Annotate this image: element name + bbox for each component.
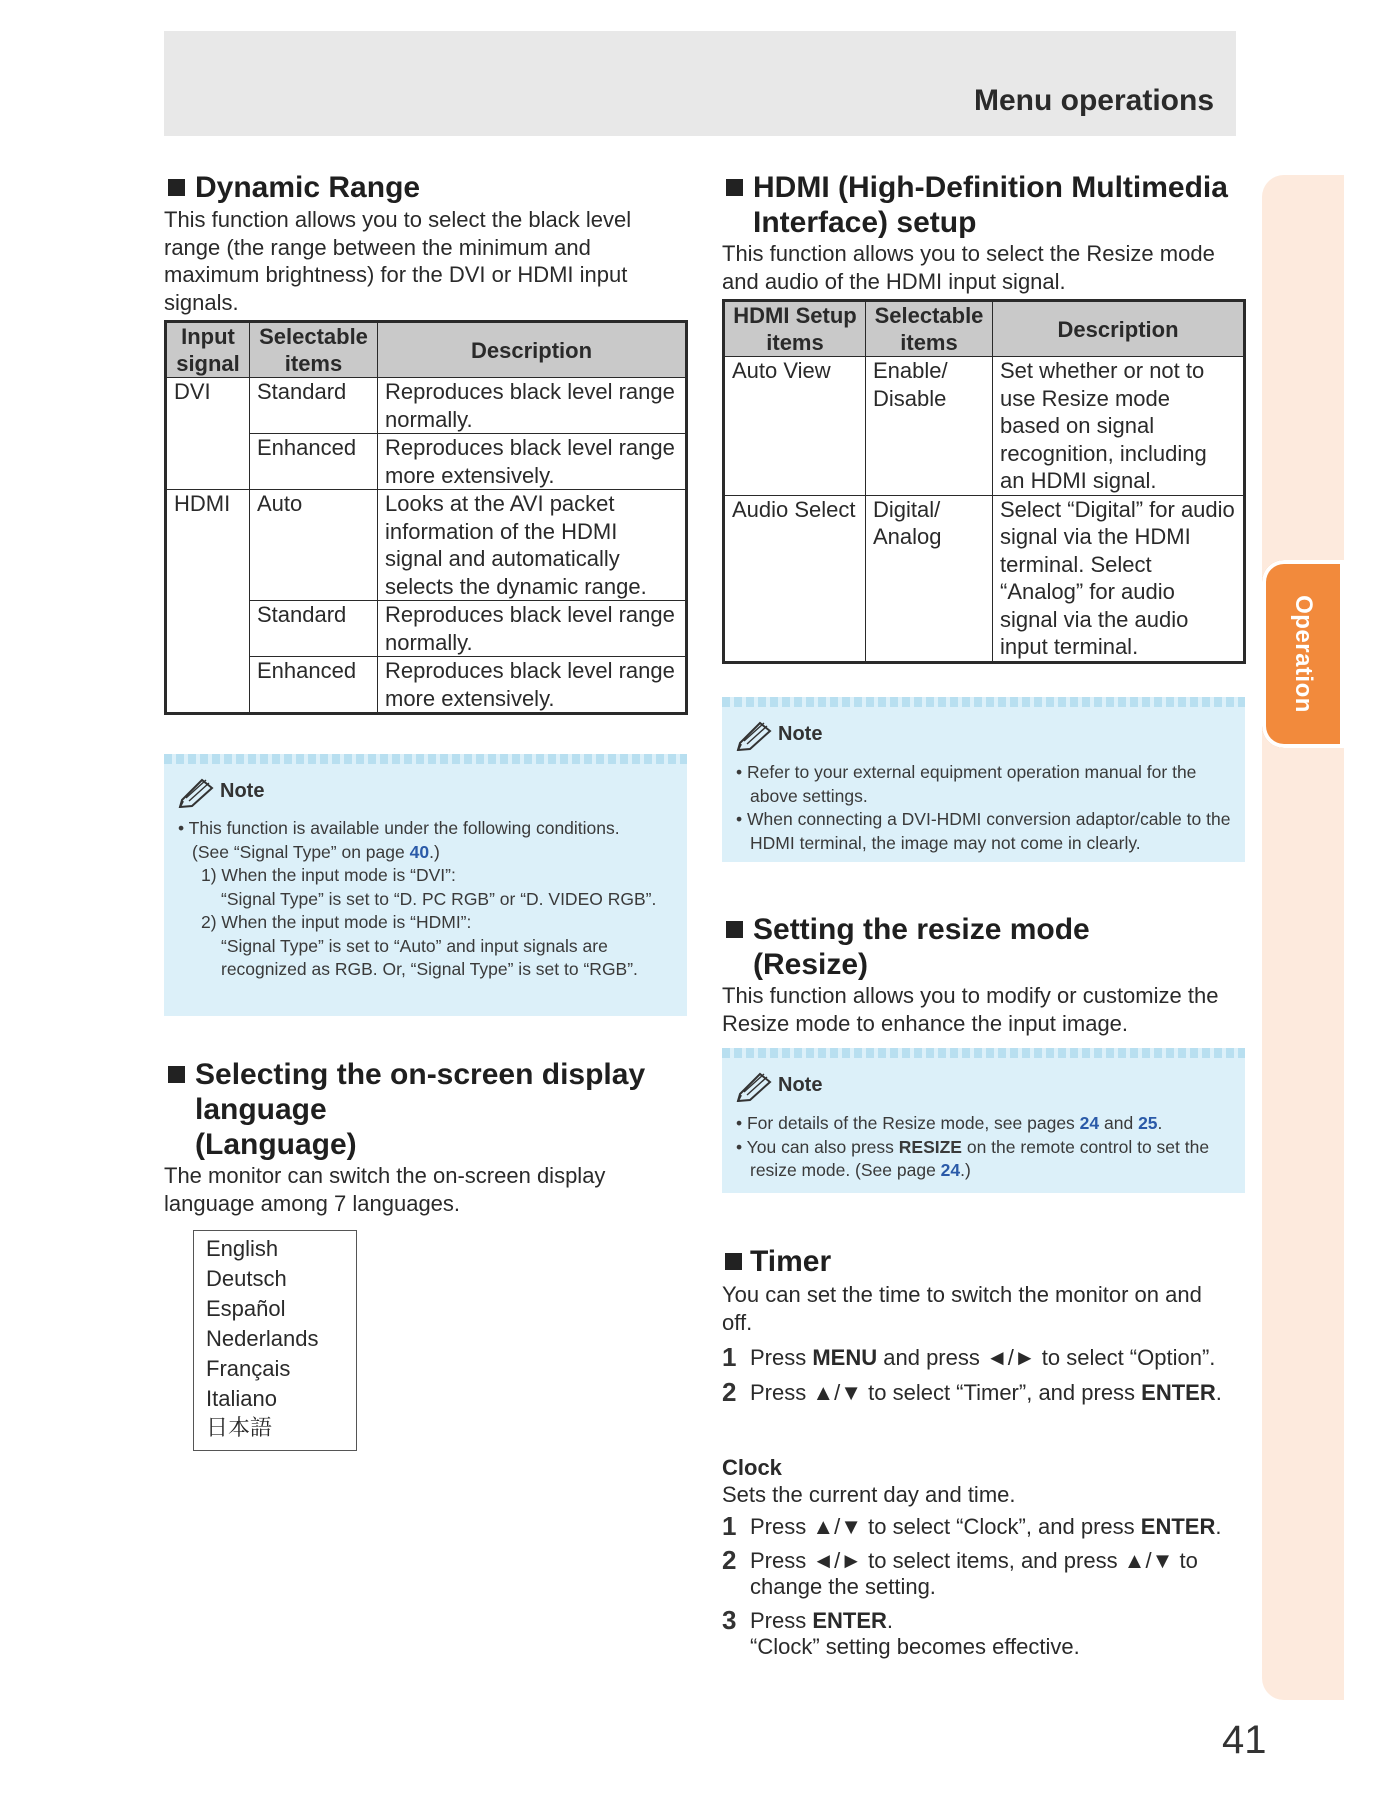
- column-header: Description: [378, 322, 687, 378]
- timer-heading: Timer: [722, 1244, 1247, 1279]
- description-cell: Select “Digital” for audio signal via the HDMI terminal. Select “Analog” for audio signal via the audio input terminal.: [993, 495, 1245, 662]
- input-signal-cell: [166, 434, 250, 490]
- bullet-square-icon: [726, 179, 743, 196]
- note-heading: Note: [736, 1068, 822, 1102]
- table-row: [166, 657, 687, 714]
- note-line: • When connecting a DVI-HDMI conversion adaptor/cable to the HDMI terminal, the image may not come in clearly.: [736, 809, 1231, 853]
- selectable-item-cell: Digital/ Analog: [866, 495, 993, 662]
- note-heading: Note: [178, 774, 264, 808]
- side-strip: [1262, 175, 1344, 1700]
- column-header: Selectable items: [250, 322, 378, 378]
- column-header: Description: [993, 301, 1245, 357]
- step-number: 2: [722, 1544, 737, 1575]
- table-row: [166, 490, 687, 601]
- input-signal-cell: DVI: [166, 378, 250, 434]
- pencil-note-icon: [736, 717, 776, 751]
- table-row: [166, 434, 687, 490]
- page-link[interactable]: 40: [409, 841, 430, 862]
- note-body: [736, 761, 1236, 855]
- timer-intro: You can set the time to switch the monitor on and off.: [722, 1282, 1202, 1335]
- note-box-dynamic-range: [164, 754, 687, 1016]
- note-box-resize: [722, 1048, 1245, 1193]
- right-column: [722, 170, 1247, 664]
- note-line: 1) When the input mode is “DVI”:: [201, 865, 456, 885]
- page-link[interactable]: 24: [940, 1160, 961, 1180]
- timer-step: 1 Press MENU and press ◄/► to select “Option”.: [722, 1342, 1216, 1372]
- step-number: 3: [722, 1604, 737, 1635]
- key-name: RESIZE: [898, 1136, 962, 1157]
- note-body: [178, 817, 678, 982]
- note-line: • You can also press RESIZE on the remote control to set the resize mode. (See page 24.): [736, 1136, 1210, 1180]
- note-line: • For details of the Resize mode, see pages 24 and 25.: [736, 1113, 1163, 1133]
- clock-section: [722, 1454, 1247, 1660]
- key-name: ENTER: [1141, 1380, 1216, 1405]
- resize-heading: Setting the resize mode (Resize): [722, 912, 1247, 982]
- header-band: [164, 31, 1236, 136]
- note-top-border: [164, 754, 687, 764]
- setup-item-cell: Auto View: [724, 357, 866, 496]
- input-signal-cell: [166, 601, 250, 657]
- description-cell: Set whether or not to use Resize mode based on signal recognition, including an HDMI signal.: [993, 357, 1245, 496]
- language-option: Nederlands: [206, 1326, 319, 1351]
- note-line: • Refer to your external equipment operation manual for the above settings.: [736, 762, 1197, 806]
- key-name: MENU: [812, 1345, 878, 1370]
- selectable-item-cell: Standard: [250, 601, 378, 657]
- table-header-row: [724, 301, 1245, 357]
- clock-step: 3 Press ENTER. “Clock” setting becomes effective.: [722, 1604, 1080, 1659]
- timer-section: [722, 1244, 1247, 1406]
- clock-intro: Sets the current day and time.: [722, 1482, 1016, 1507]
- column-header: HDMI Setup items: [724, 301, 866, 357]
- dynamic-range-table: [164, 320, 688, 715]
- selectable-item-cell: Enhanced: [250, 434, 378, 490]
- language-section: [164, 1057, 688, 1217]
- language-option: English: [206, 1236, 279, 1261]
- side-tab-label: Operation: [1290, 595, 1317, 713]
- table-header-row: [166, 322, 687, 378]
- selectable-item-cell: Auto: [250, 490, 378, 601]
- hdmi-setup-heading: HDMI (High-Definition Multimedia Interface) setup: [722, 170, 1247, 240]
- table-row: [724, 495, 1245, 662]
- bullet-square-icon: [168, 179, 185, 196]
- language-intro: The monitor can switch the on-screen display language among 7 languages.: [164, 1163, 606, 1216]
- resize-section: [722, 912, 1247, 1037]
- input-signal-cell: HDMI: [166, 490, 250, 601]
- note-box-hdmi: [722, 697, 1245, 862]
- resize-intro: This function allows you to modify or customize the Resize mode to enhance the input image.: [722, 983, 1219, 1036]
- bullet-square-icon: [168, 1066, 185, 1083]
- selectable-item-cell: Enable/ Disable: [866, 357, 993, 496]
- hdmi-setup-intro: This function allows you to select the Resize mode and audio of the HDMI input signal.: [722, 241, 1215, 294]
- step-number: 2: [722, 1377, 737, 1407]
- clock-step: 2 Press ◄/► to select items, and press ▲/▼ to change the setting.: [722, 1544, 1198, 1599]
- page-number: 41: [1222, 1718, 1267, 1762]
- column-header: Input signal: [166, 322, 250, 378]
- note-top-border: [722, 697, 1245, 707]
- step-number: 1: [722, 1510, 737, 1541]
- table-row: [166, 601, 687, 657]
- description-cell: Reproduces black level range more extensively.: [378, 434, 687, 490]
- clock-heading: Clock: [722, 1455, 782, 1480]
- pencil-note-icon: [178, 774, 218, 808]
- note-top-border: [722, 1048, 1245, 1058]
- left-column: [164, 170, 688, 715]
- key-name: ENTER: [1140, 1513, 1216, 1539]
- language-heading: Selecting the on-screen display language (Language): [164, 1057, 688, 1162]
- note-line: 2) When the input mode is “HDMI”:: [201, 912, 472, 932]
- description-cell: Reproduces black level range more extensively.: [378, 657, 687, 714]
- page-header-title: Menu operations: [973, 84, 1214, 117]
- pencil-note-icon: [736, 1068, 776, 1102]
- bullet-square-icon: [725, 1253, 742, 1270]
- key-name: ENTER: [812, 1607, 887, 1633]
- page-link[interactable]: 25: [1138, 1113, 1158, 1133]
- selectable-item-cell: Standard: [250, 378, 378, 434]
- language-option: 日本語: [206, 1416, 273, 1441]
- note-line: (See “Signal Type” on page 40.): [192, 841, 440, 862]
- description-cell: Looks at the AVI packet information of the HDMI signal and automatically selects the dynamic range.: [378, 490, 687, 601]
- dynamic-range-heading: Dynamic Range: [164, 170, 688, 205]
- note-line: “Signal Type” is set to “D. PC RGB” or “D. VIDEO RGB”.: [221, 888, 657, 909]
- table-row: [724, 357, 1245, 496]
- clock-step: 1 Press ▲/▼ to select “Clock”, and press ENTER.: [722, 1510, 1222, 1541]
- setup-item-cell: Audio Select: [724, 495, 866, 662]
- language-option: Español: [206, 1296, 286, 1321]
- description-cell: Reproduces black level range normally.: [378, 601, 687, 657]
- timer-step: 2 Press ▲/▼ to select “Timer”, and press ENTER.: [722, 1377, 1222, 1407]
- side-tab-operation[interactable]: [1262, 560, 1344, 748]
- step-number: 1: [722, 1342, 737, 1372]
- table-row: [166, 378, 687, 434]
- selectable-item-cell: Enhanced: [250, 657, 378, 714]
- input-signal-cell: [166, 657, 250, 714]
- page-link[interactable]: 24: [1079, 1113, 1100, 1133]
- language-option: Italiano: [206, 1386, 277, 1411]
- hdmi-setup-table: [722, 299, 1246, 664]
- note-heading: Note: [736, 717, 822, 751]
- description-cell: Reproduces black level range normally.: [378, 378, 687, 434]
- note-body: [736, 1112, 1236, 1183]
- language-option: Deutsch: [206, 1266, 287, 1291]
- language-option: Français: [206, 1356, 291, 1381]
- note-line: • This function is available under the following conditions.: [178, 818, 620, 838]
- bullet-square-icon: [726, 921, 743, 938]
- note-line: “Signal Type” is set to “Auto” and input signals are recognized as RGB. Or, “Signal Type” is set to “RGB”.: [221, 935, 638, 979]
- dynamic-range-intro: This function allows you to select the black level range (the range between the minimum and maximum brightness) for the DVI or HDMI input signals.: [164, 207, 632, 315]
- language-list: [193, 1230, 357, 1451]
- column-header: Selectable items: [866, 301, 993, 357]
